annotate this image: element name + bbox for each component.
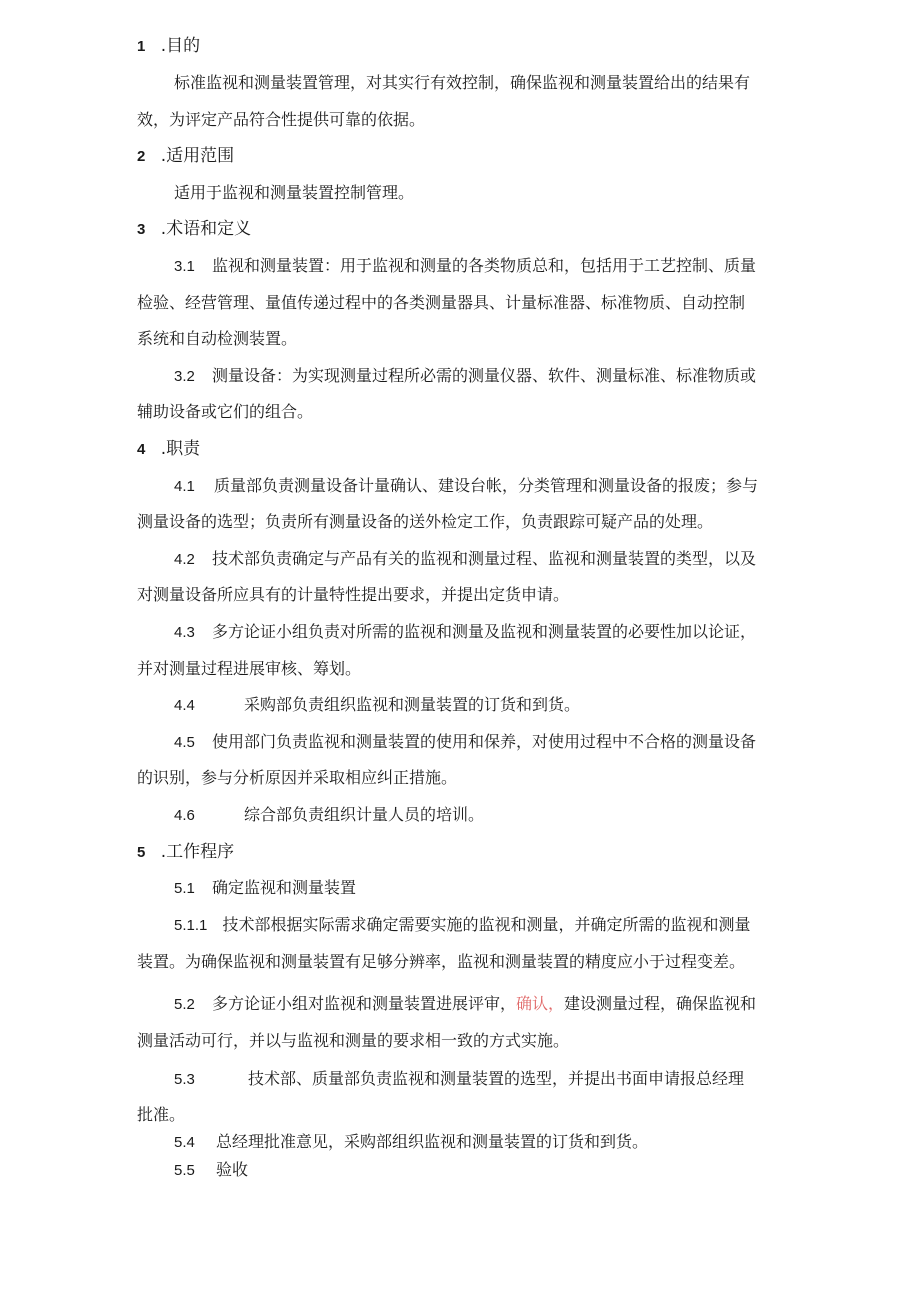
paragraph-line: 的识别，参与分析原因并采取相应纠正措施。 [137, 768, 458, 787]
paragraph-line: 并对测量过程进展审核、筹划。 [137, 659, 362, 678]
item-text: 确定监视和测量装置 [211, 878, 356, 897]
item-number: 5.1 [174, 880, 195, 897]
item-5-4-line [174, 1131, 648, 1154]
section-number: 4 [137, 441, 146, 458]
highlighted-text: 确认， [515, 994, 564, 1013]
paragraph-line: 装置。为确保监视和测量装置有足够分辨率，监视和测量装置的精度应小于过程变差。 [137, 952, 746, 971]
item-5-5-line [174, 1159, 248, 1182]
section-heading-3 [137, 218, 251, 241]
item-number: 5.3 [174, 1071, 195, 1088]
item-number: 5.5 [174, 1162, 195, 1179]
item-number: 5.1.1 [174, 917, 208, 934]
section-title: .职责 [160, 439, 201, 459]
item-text: 综合部负责组织计量人员的培训。 [243, 805, 484, 824]
item-text: 质量部负责测量设备计量确认、建设台帐，分类管理和测量设备的报废；参与 [213, 476, 758, 495]
section-number: 5 [137, 844, 146, 861]
section-title: .术语和定义 [160, 219, 252, 239]
paragraph-line: 效，为评定产品符合性提供可靠的依据。 [137, 110, 426, 129]
item-text: 技术部负责确定与产品有关的监视和测量过程、监视和测量装置的类型，以及 [211, 549, 756, 568]
item-text: 多方论证小组负责对所需的监视和测量及监视和测量装置的必要性加以论证， [211, 622, 756, 641]
item-number: 4.3 [174, 624, 195, 641]
item-5-3-line [174, 1068, 744, 1091]
item-4-2-line [174, 548, 756, 571]
section-heading-2 [137, 145, 234, 168]
item-4-4-line [174, 694, 580, 717]
item-number: 4.5 [174, 734, 195, 751]
item-3-1-line [174, 255, 756, 278]
section-title: .工作程序 [160, 842, 235, 862]
item-text: 技术部、质量部负责监视和测量装置的选型，并提出书面申请报总经理 [247, 1069, 744, 1088]
item-4-6-line [174, 804, 484, 827]
section-number: 2 [137, 148, 146, 165]
item-text: 总经理批准意见，采购部组织监视和测量装置的订货和到货。 [215, 1132, 648, 1151]
item-number: 4.4 [174, 697, 195, 714]
paragraph-line: 适用于监视和测量装置控制管理。 [174, 183, 415, 202]
item-number: 3.2 [174, 368, 195, 385]
paragraph-line: 对测量设备所应具有的计量特性提出要求，并提出定货申请。 [137, 585, 570, 604]
item-number: 4.1 [174, 478, 195, 495]
section-title: .目的 [160, 36, 201, 56]
item-text: 使用部门负责监视和测量装置的使用和保养，对使用过程中不合格的测量设备 [211, 732, 756, 751]
item-3-2-line [174, 365, 756, 388]
item-number: 4.6 [174, 807, 195, 824]
item-5-2-line [174, 993, 756, 1016]
item-4-3-line [174, 621, 756, 644]
section-heading-4 [137, 438, 200, 461]
item-number: 3.1 [174, 258, 195, 275]
item-text: 多方论证小组对监视和测量装置进展评审， [211, 994, 516, 1013]
paragraph-line: 检验、经营管理、量值传递过程中的各类测量器具、计量标准器、标准物质、自动控制 [137, 293, 746, 312]
item-text: 验收 [215, 1160, 248, 1179]
item-4-1-line [174, 475, 758, 498]
paragraph-line: 系统和自动检测装置。 [137, 329, 298, 348]
paragraph-line: 测量活动可行，并以与监视和测量的要求相一致的方式实施。 [137, 1031, 570, 1050]
item-5-1-1-line [174, 914, 750, 937]
item-number: 4.2 [174, 551, 195, 568]
item-text: 技术部根据实际需求确定需要实施的监视和测量，并确定所需的监视和测量 [222, 915, 751, 934]
paragraph-line: 标准监视和测量装置管理，对其实行有效控制，确保监视和测量装置给出的结果有 [174, 73, 751, 92]
section-heading-1 [137, 35, 200, 58]
section-heading-5 [137, 841, 234, 864]
paragraph-line: 测量设备的选型；负责所有测量设备的送外检定工作，负责跟踪可疑产品的处理。 [137, 512, 714, 531]
section-number: 1 [137, 38, 146, 55]
item-number: 5.2 [174, 996, 195, 1013]
item-5-1-line [174, 877, 356, 900]
item-text: 监视和测量装置：用于监视和测量的各类物质总和，包括用于工艺控制、质量 [211, 256, 756, 275]
item-4-5-line [174, 731, 756, 754]
section-title: .适用范围 [160, 146, 235, 166]
paragraph-line: 批准。 [137, 1105, 186, 1124]
item-text: 采购部负责组织监视和测量装置的订货和到货。 [243, 695, 580, 714]
paragraph-line: 辅助设备或它们的组合。 [137, 402, 314, 421]
section-number: 3 [137, 221, 146, 238]
item-number: 5.4 [174, 1134, 195, 1151]
item-text: 测量设备：为实现测量过程所必需的测量仪器、软件、测量标准、标准物质或 [211, 366, 756, 385]
item-text-continued: 建设测量过程，确保监视和 [563, 994, 756, 1013]
